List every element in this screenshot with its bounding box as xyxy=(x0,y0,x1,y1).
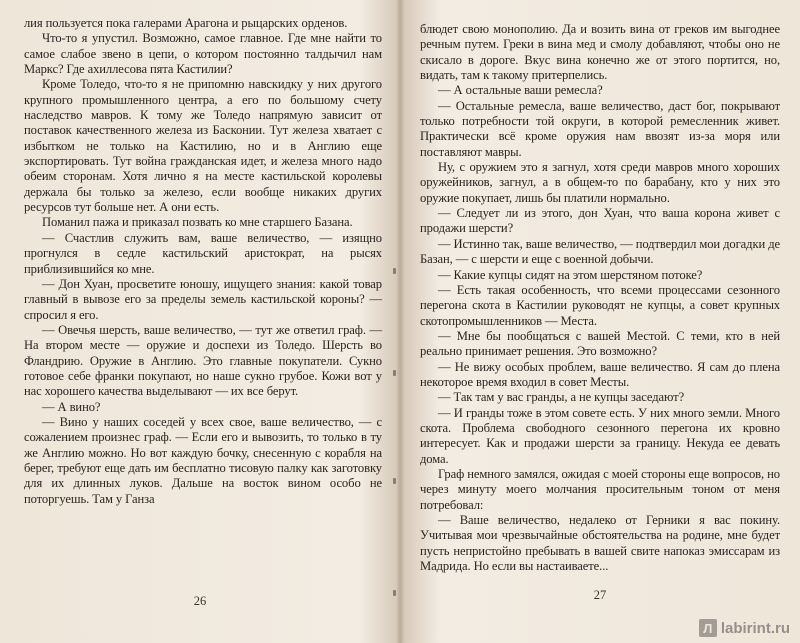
binding-stitch xyxy=(393,590,396,596)
paragraph: Что-то я упустил. Возможно, самое главное. Где мне найти то самое слабое звено в цепи, о котором постоянно талдычил нам Маркс? Где ахиллесова пята Кастилии? xyxy=(24,31,382,77)
paragraph: Кроме Толедо, что-то я не припомню навскидку у них другого крупного промышленного центра, а его по большому счету наследство мавров. К тому же Толедо напрямую зависит от поставок качественного железа из Басконии. Тут железа хватает с избытком не только на Кастилию, но и в Англию еще экспортировать. Тут война гражданская идет, и железа много надо обеим сторонам. Хотя лично я на месте кастильской королевы держала бы только за железо, если вообще никаких других ресурсов тут больше нет. А они есть. xyxy=(24,77,382,215)
binding-stitch xyxy=(393,268,396,274)
paragraph: — И гранды тоже в этом совете есть. У них много земли. Много скота. Проблема свободного сезонного перегона их кровно интересует. Как и продажи шерсти за границу. Некуда ее девать дома. xyxy=(420,405,780,466)
binding-stitch xyxy=(393,478,396,484)
paragraph: — Следует ли из этого, дон Хуан, что ваша корона живет с продажи шерсти? xyxy=(420,206,780,236)
paragraph: — Какие купцы сидят на этом шерстяном потоке? xyxy=(438,267,703,282)
paragraph: блюдет свою монополию. Да и возить вина от греков им выгоднее речным путем. Греки в вина мед и смолу добавляют, чтобы оно не скисало в дороге. Вкус вина конечно же от этого портится, но, видать, там к такому притерпелись. xyxy=(420,22,780,83)
paragraph: — Счастлив служить вам, ваше величество, — изящно прогнулся в седле кастильский аристократ, на рысях приблизившийся ко мне. xyxy=(24,230,382,276)
right-page xyxy=(400,0,800,643)
paragraph: — Овечья шерсть, ваше величество, — тут же ответил граф. — На втором месте — оружие и доспехи из Толедо. Шерсть во Фландрию. Оружие в Англию. Это главные покупатели. Сукно готовое себе франки покупают, но наше сукно грубое. Кожи вот у нас хорошего качества выделывают — их все берут. xyxy=(24,322,382,399)
paragraph: — Ваше величество, недалеко от Герники я вас покину. Учитывая мои чрезвычайные обстоятельства на родине, мне будет пусть непристойно пребывать в вашей свите напоказ эмиссарам из Мадрида. Но если вы настаиваете... xyxy=(420,513,780,574)
paragraph: лия пользуется пока галерами Арагона и рыцарских орденов. xyxy=(24,16,348,30)
binding-stitch xyxy=(393,370,396,376)
labirint-logo-icon: Л xyxy=(699,619,717,637)
paragraph: Граф немного замялся, ожидая с моей стороны еще вопросов, но через минуту моего молчания просительным тоном от меня потребовал: xyxy=(420,466,780,512)
page-number-left: 26 xyxy=(193,594,207,608)
paragraph: — Дон Хуан, просветите юношу, ищущего знания: какой товар главный в вывозе его за пределы земель кастильской короны? — спросил я его. xyxy=(24,276,382,322)
paragraph: — Есть такая особенность, что всеми процессами сезонного перегона скота в Кастилии руководят не купцы, а совет крупных скотопромышленников — Места. xyxy=(420,282,780,328)
left-page-text xyxy=(24,16,382,507)
paragraph: Ну, с оружием это я загнул, хотя среди мавров много хороших оружейников, загнул, а в общем-то по барабану, кто у них это оружие покупает, лишь бы платили нормально. xyxy=(420,160,780,205)
page-number-right: 27 xyxy=(593,588,607,602)
paragraph: Поманил пажа и приказал позвать ко мне старшего Базана. xyxy=(42,215,353,230)
paragraph: — А остальные ваши ремесла? xyxy=(438,83,603,98)
paragraph: — Не вижу особых проблем, ваше величество. Я сам до плена некоторое время входил в совет Месты. xyxy=(420,359,780,389)
right-page-text xyxy=(420,22,780,574)
paragraph: — Истинно так, ваше величество, — подтвердил мои догадки де Базан, — с шерсти и еще с военной добычи. xyxy=(420,236,780,267)
paragraph: — А вино? xyxy=(42,399,101,414)
paragraph: — Вино у наших соседей у всех свое, ваше величество, — с сожалением произнес граф. — Если его и вывозить, то только в ту же Англию можно. Но вот каждую бочку, снесенную с корабля на берег, требуют еще дать им бесплатно тисовую палку как заготовку для их длинных луков. Дальше на восток вином особо не поторгуешь. Там у Ганза xyxy=(24,414,382,506)
paragraph: — Так там у вас гранды, а не купцы заседают? xyxy=(438,390,685,405)
paragraph: — Остальные ремесла, ваше величество, даст бог, покрывают только потребности той округи, в которой ремесленник живет. Практически всё кроме оружия нам ввозят из-за моря или поставляют мавры. xyxy=(420,98,780,159)
paragraph: — Мне бы пообщаться с вашей Местой. С теми, кто в ней реально принимает решения. Это возможно? xyxy=(420,328,780,359)
watermark-text: labirint.ru xyxy=(720,619,790,637)
watermark-logo xyxy=(699,619,790,637)
